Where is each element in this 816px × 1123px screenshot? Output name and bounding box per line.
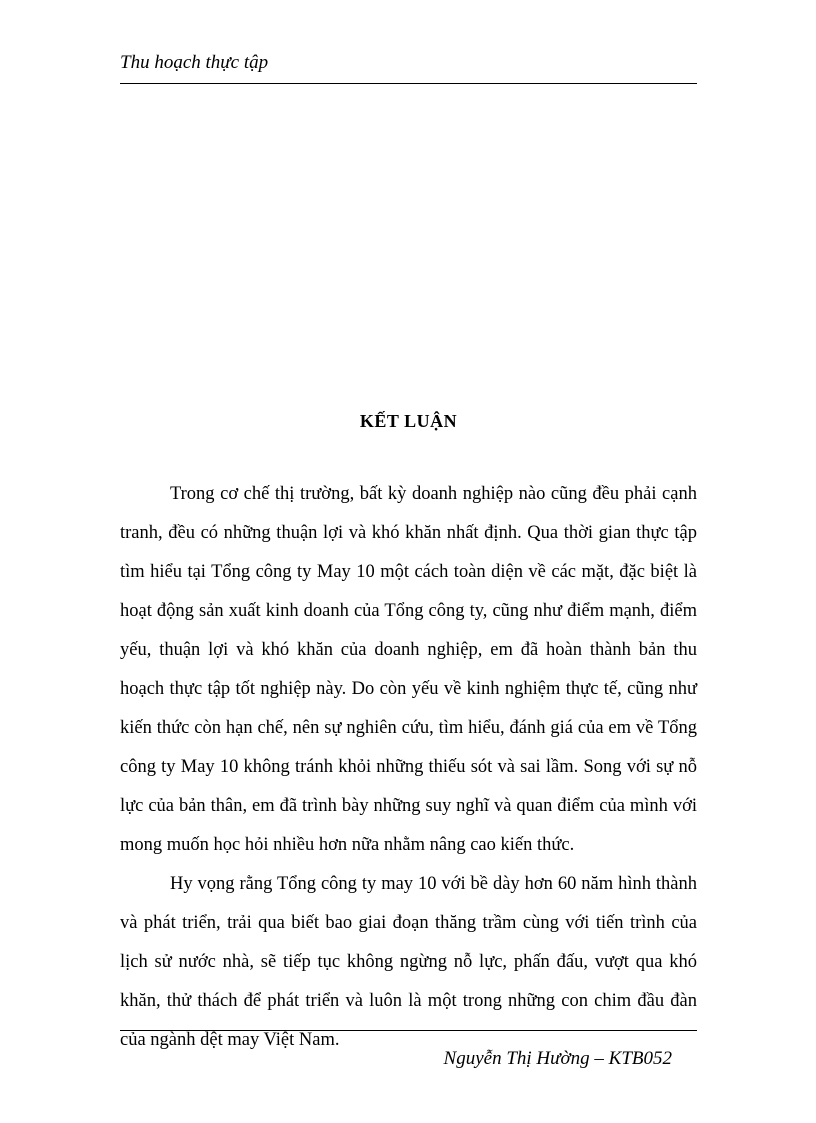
header-divider	[120, 83, 697, 84]
paragraph-1: Trong cơ chế thị trường, bất kỳ doanh nghiệp nào cũng đều phải cạnh tranh, đều có những thuận lợi và khó khăn nhất định. Qua thời gian thực tập tìm hiểu tại Tổng công ty May 10 một cách toàn diện về các mặt, đặc biệt là hoạt động sản xuất kinh doanh của Tổng công ty, cũng như điểm mạnh, điểm yếu, thuận lợi và khó khăn của doanh nghiệp, em đã hoàn thành bản thu hoạch thực tập tốt nghiệp này. Do còn yếu về kinh nghiệm thực tế, cũng như kiến thức còn hạn chế, nên sự nghiên cứu, tìm hiểu, đánh giá của em về Tổng công ty May 10 không tránh khỏi những thiếu sót và sai lầm. Song với sự nỗ lực của bản thân, em đã trình bày những suy nghĩ và quan điểm của mình với mong muốn học hỏi nhiều hơn nữa nhằm nâng cao kiến thức.	[120, 484, 697, 855]
section-heading: KẾT LUẬN	[359, 411, 458, 431]
page-footer-author: Nguyễn Thị Hường – KTB052	[443, 1048, 672, 1069]
paragraph-2: Hy vọng rằng Tổng công ty may 10 với bề dày hơn 60 năm hình thành và phát triển, trải qua biết bao giai đoạn thăng trầm cùng với tiến trình của lịch sử nước nhà, sẽ tiếp tục không ngừng nỗ lực, phấn đấu, vượt qua khó khăn, thử thách để phát triển và luôn là một trong những con chim đầu đàn của ngành dệt may Việt Nam.	[120, 874, 697, 1050]
page-header-title: Thu hoạch thực tập	[120, 52, 269, 73]
body-text	[120, 475, 697, 1060]
footer-divider	[120, 1030, 697, 1031]
